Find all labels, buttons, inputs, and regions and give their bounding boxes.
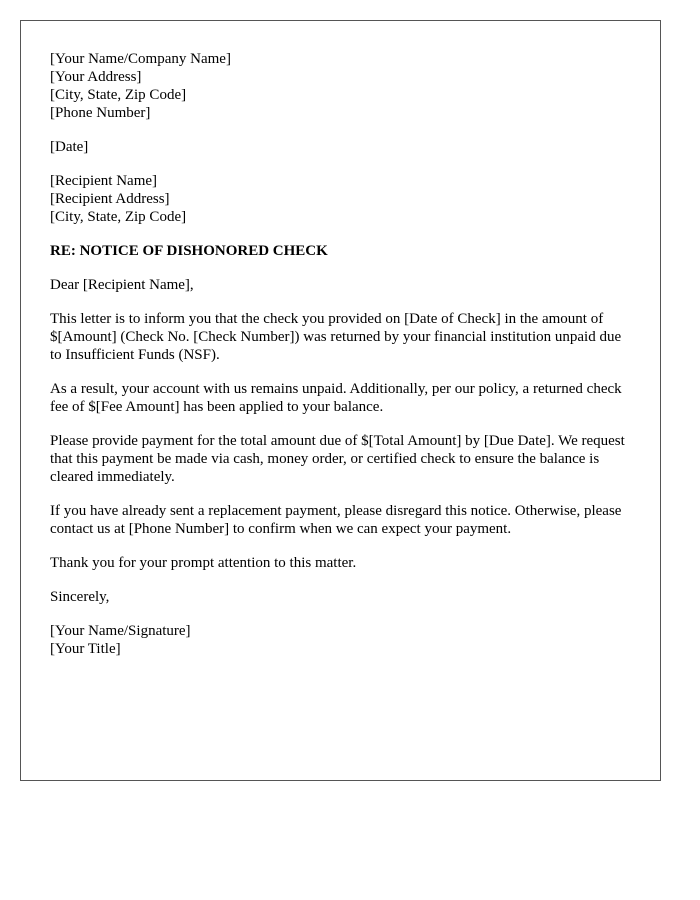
recipient-city: [City, State, Zip Code] [50,209,187,225]
letter [20,20,661,781]
subject-line: RE: NOTICE OF DISHONORED CHECK [50,243,328,259]
body-paragraph: Thank you for your prompt attention to this matter. [50,555,357,571]
body-paragraph: Please provide payment for the total amount due of $[Total Amount] by [Due Date]. We request that this payment be made via cash, money order, or certified check to ensure the balance is cleared immediately. [50,433,625,485]
recipient-address: [Recipient Address] [50,191,170,207]
closing: Sincerely, [50,589,110,605]
body-paragraph: If you have already sent a replacement payment, please disregard this notice. Otherwise, please contact us at [Phone Number] to confirm when we can expect your payment. [50,503,622,537]
sender-city: [City, State, Zip Code] [50,87,187,103]
recipient-block [50,172,632,226]
sender-block [50,50,632,122]
letter-date: [Date] [50,139,89,155]
sender-phone: [Phone Number] [50,105,151,121]
recipient-name: [Recipient Name] [50,173,158,189]
body-paragraph: This letter is to inform you that the check you provided on [Date of Check] in the amount of $[Amount] (Check No. [Check Number]) was returned by your financial institution unpaid due to Insufficient Funds (NSF). [50,311,622,363]
signature-title: [Your Title] [50,641,121,657]
sender-name: [Your Name/Company Name] [50,51,231,67]
salutation: Dear [Recipient Name], [50,277,194,293]
body-paragraph: As a result, your account with us remains unpaid. Additionally, per our policy, a returned check fee of $[Fee Amount] has been applied to your balance. [50,381,622,415]
sender-address: [Your Address] [50,69,142,85]
signature-block [50,622,632,658]
signature-name: [Your Name/Signature] [50,623,191,639]
